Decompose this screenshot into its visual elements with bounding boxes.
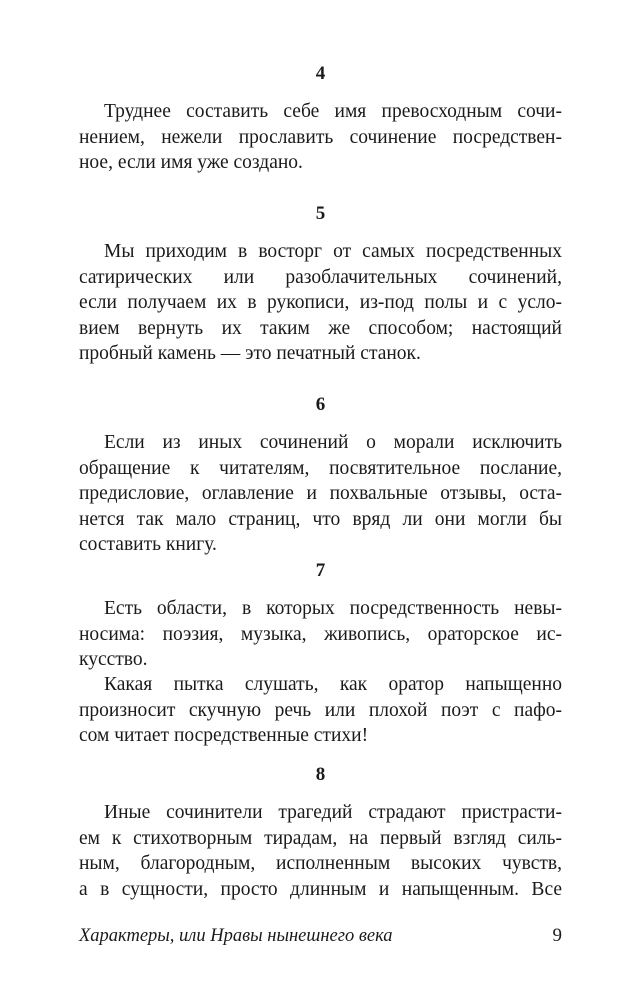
text-line: нется так мало страниц, что вряд ли они могли бы bbox=[79, 508, 562, 530]
section-number: 4 bbox=[315, 63, 326, 84]
paragraph bbox=[79, 596, 562, 673]
text-line: ное, если имя уже создано. bbox=[79, 152, 303, 173]
text-line: Есть области, в которых посредственность невы- bbox=[104, 598, 562, 619]
text-line: ным, благородным, исполненным высоких чувств, bbox=[79, 853, 562, 874]
paragraph bbox=[79, 672, 562, 749]
text-line: обращение к читателям, посвятительное послание, bbox=[79, 457, 562, 479]
paragraph bbox=[79, 800, 562, 902]
section-number: 5 bbox=[315, 203, 326, 224]
running-title: Характеры, или Нравы нынешнего века bbox=[79, 926, 393, 946]
paragraph bbox=[79, 239, 562, 367]
text-line: Если из иных сочинений о морали исключить bbox=[104, 432, 562, 453]
text-line: носима: поэзия, музыка, живопись, ораторское ис- bbox=[79, 623, 562, 645]
text-line: нением, нежели прославить сочинение посредствен- bbox=[79, 126, 562, 148]
text-line: Какая пытка слушать, как оратор напыщенно bbox=[104, 674, 562, 695]
text-line: предисловие, оглавление и похвальные отзывы, оста- bbox=[79, 483, 562, 504]
section-number: 7 bbox=[315, 560, 326, 581]
text-line: Мы приходим в восторг от самых посредственных bbox=[104, 241, 562, 262]
text-line: сом читает посредственные стихи! bbox=[79, 725, 369, 746]
page-number: 9 bbox=[552, 925, 562, 946]
text-line: пробный камень — это печатный станок. bbox=[79, 343, 421, 364]
section-number: 6 bbox=[315, 394, 326, 415]
text-line: если получаем их в рукописи, из-под полы и с усло- bbox=[79, 292, 562, 313]
text-line: сатирических или разоблачительных сочинений, bbox=[79, 266, 562, 288]
text-line: а в сущности, просто длинным и напыщенным. Все bbox=[79, 878, 562, 900]
text-line: произносит скучную речь или плохой поэт с пафо- bbox=[79, 699, 562, 721]
section-number: 8 bbox=[315, 764, 326, 785]
text-line: Иные сочинители трагедий страдают пристрасти- bbox=[104, 802, 562, 823]
text-line: ем к стихотворным тирадам, на первый взгляд силь- bbox=[79, 827, 562, 849]
paragraph bbox=[79, 99, 562, 176]
text-line: вием вернуть их таким же способом; настоящий bbox=[79, 317, 562, 339]
text-line: составить книгу. bbox=[79, 534, 217, 555]
text-line: кусство. bbox=[79, 649, 148, 670]
text-line: Труднее составить себе имя превосходным сочи- bbox=[104, 101, 562, 122]
paragraph bbox=[79, 430, 562, 558]
